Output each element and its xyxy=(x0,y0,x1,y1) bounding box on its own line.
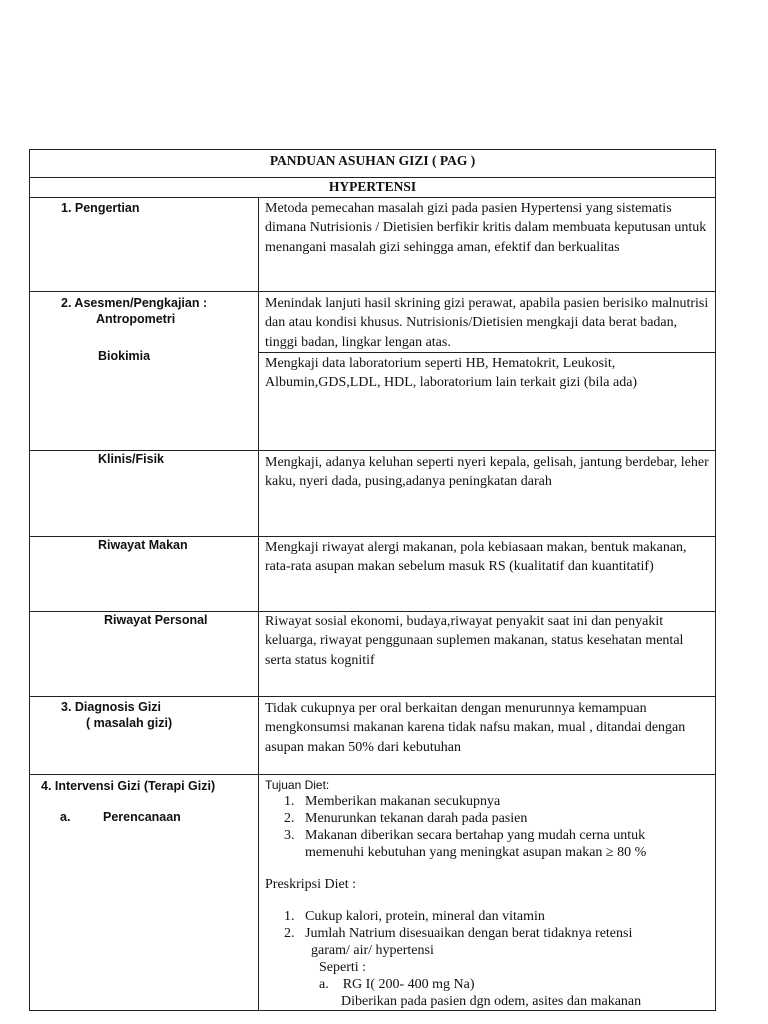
perencanaan-label: Perencanaan xyxy=(103,810,181,824)
pengertian-label: 1. Pengertian xyxy=(61,201,140,215)
pengertian-row xyxy=(30,198,716,292)
perencanaan-letter: a. xyxy=(60,810,71,824)
riwayat-personal-label-cell xyxy=(30,612,259,697)
intervensi-label: 4. Intervensi Gizi (Terapi Gizi) xyxy=(41,779,216,793)
riwayat-personal-text-cell xyxy=(259,612,716,697)
klinis-label: Klinis/Fisik xyxy=(98,452,164,466)
diagnosis-sublabel: ( masalah gizi) xyxy=(86,716,173,730)
sub-item-a: a. RG I( 200- 400 mg Na) xyxy=(319,977,475,992)
pengertian-text-cell xyxy=(259,198,716,292)
intervensi-label-cell xyxy=(30,775,259,1011)
antropometri-label: Antropometri xyxy=(96,312,176,326)
diagnosis-label: 3. Diagnosis Gizi xyxy=(61,700,162,714)
preskripsi-heading: Preskripsi Diet : xyxy=(265,877,356,892)
diagnosis-text: Tidak cukupnya per oral berkaitan dengan menurunnya kemampuan mengkonsumsi makanan karena tidak nafsu makan, mual , ditandai dengan asupan makan 50% dari kebutuhan xyxy=(265,701,686,755)
subtitle-row xyxy=(30,178,716,198)
diagnosis-text-cell xyxy=(259,697,716,775)
perencanaan-label-line xyxy=(30,794,258,825)
klinis-label-cell xyxy=(30,451,259,537)
riwayat-makan-text-cell xyxy=(259,537,716,612)
list-item: 2. Menurunkan tekanan darah pada pasien xyxy=(284,811,528,826)
document-title: PANDUAN ASUHAN GIZI ( PAG ) xyxy=(30,150,716,178)
pengertian-label-cell xyxy=(30,198,259,292)
antropometri-text: Menindak lanjuti hasil skrining gizi perawat, apabila pasien berisiko malnutrisi dan atau kondisi khusus. Nutrisionis/Dietisien mengkaji data berat badan, tinggi badan, lingkar lengan atas. xyxy=(265,296,709,350)
pag-table xyxy=(29,149,716,1011)
riwayat-makan-text: Mengkaji riwayat alergi makanan, pola kebiasaan makan, bentuk makanan, rata-rata asupan makan sebelum masuk RS (kualitatif dan kuantitatif) xyxy=(265,540,687,575)
list-item: 3. Makanan diberikan secara bertahap yang mudah cerna untuk xyxy=(284,828,646,843)
riwayat-makan-label-cell xyxy=(30,537,259,612)
intervensi-row xyxy=(30,775,716,1011)
riwayat-personal-row xyxy=(30,612,716,697)
seperti-label: Seperti : xyxy=(319,960,367,975)
asesmen-label-cell xyxy=(30,292,259,451)
preskripsi-list xyxy=(259,908,715,942)
riwayat-makan-label: Riwayat Makan xyxy=(98,538,188,552)
riwayat-personal-text: Riwayat sosial ekonomi, budaya,riwayat penyakit saat ini dan penyakit keluarga, riwayat penggunaan suplemen makanan, status kesehatan mental serta status kognitif xyxy=(265,614,684,668)
biokimia-label: Biokimia xyxy=(98,349,151,363)
list-item: 1. Cukup kalori, protein, mineral dan vitamin xyxy=(284,909,545,924)
intervensi-text-cell xyxy=(259,775,716,1011)
tujuan-item3-continuation: memenuhi kebutuhan yang meningkat asupan makan ≥ 80 % xyxy=(305,845,647,860)
klinis-text: Mengkaji, adanya keluhan seperti nyeri kepala, gelisah, jantung berdebar, leher kaku, nyeri dada, pusing,adanya peningkatan darah xyxy=(265,455,709,490)
diagnosis-label-cell xyxy=(30,697,259,775)
document-subtitle: HYPERTENSI xyxy=(30,178,716,198)
asesmen-label: 2. Asesmen/Pengkajian : xyxy=(61,296,208,310)
diagnosis-row xyxy=(30,697,716,775)
asesmen-row xyxy=(30,292,716,451)
sub-item-a-continuation: Diberikan pada pasien dgn odem, asites dan makanan xyxy=(341,994,642,1009)
klinis-row xyxy=(30,451,716,537)
asesmen-text-cell xyxy=(259,292,716,451)
tujuan-heading: Tujuan Diet: xyxy=(265,778,330,792)
riwayat-personal-label: Riwayat Personal xyxy=(104,613,208,627)
tujuan-list xyxy=(259,793,715,844)
list-item: 1. Memberikan makanan secukupnya xyxy=(284,794,501,809)
riwayat-makan-row xyxy=(30,537,716,612)
title-row xyxy=(30,150,716,178)
biokimia-text: Mengkaji data laboratorium seperti HB, Hematokrit, Leukosit, Albumin,GDS,LDL, HDL, laboratorium lain terkait gizi (bila ada) xyxy=(265,355,638,391)
klinis-text-cell xyxy=(259,451,716,537)
pengertian-text: Metoda pemecahan masalah gizi pada pasien Hypertensi yang sistematis dimana Nutrisionis / Dietisien berfikir kritis dalam membuata keputusan untuk menangani masalah gizi sehingga aman, efektif dan berkualitas xyxy=(265,201,707,255)
list-item: 2. Jumlah Natrium disesuaikan dengan berat tidaknya retensi xyxy=(284,926,633,941)
preskripsi-item2-continuation: garam/ air/ hypertensi xyxy=(311,943,434,958)
